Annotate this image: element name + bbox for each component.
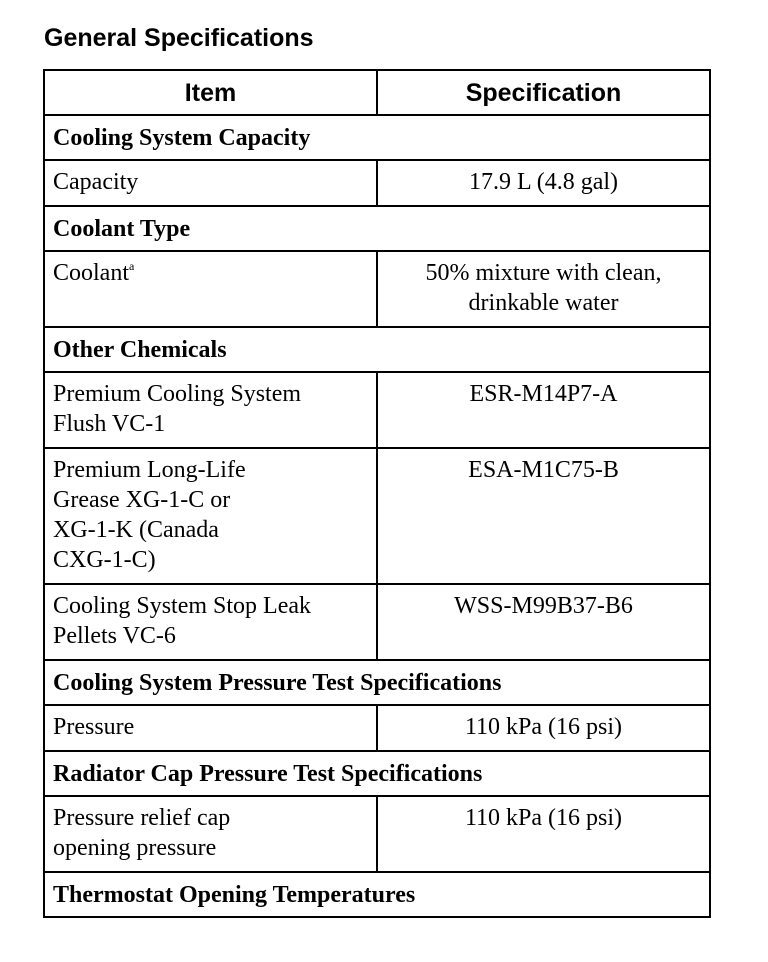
table-header-row: [44, 70, 710, 115]
table-row: [44, 372, 710, 448]
item-cell: Pressure: [44, 705, 377, 751]
item-line: Flush VC-1: [53, 411, 166, 437]
spec-cell: WSS-M99B37-B6: [377, 584, 710, 660]
item-cell: [44, 372, 377, 448]
section-heading: Thermostat Opening Temperatures: [44, 872, 710, 917]
spec-line: 50% mixture with clean,: [425, 260, 662, 286]
specifications-table: [43, 69, 711, 918]
section-heading: Coolant Type: [44, 206, 710, 251]
item-line: Pellets VC-6: [53, 623, 176, 649]
spec-cell: 110 kPa (16 psi): [377, 705, 710, 751]
item-cell: Capacity: [44, 160, 377, 206]
item-cell: [44, 448, 377, 584]
item-line: Pressure relief cap: [53, 805, 231, 831]
item-cell: [44, 251, 377, 327]
spec-cell: 110 kPa (16 psi): [377, 796, 710, 872]
item-cell: [44, 584, 377, 660]
section-heading: Cooling System Capacity: [44, 115, 710, 160]
item-line: Premium Long-Life: [53, 457, 246, 483]
table-row: [44, 796, 710, 872]
section-heading: Radiator Cap Pressure Test Specifications: [44, 751, 710, 796]
table-row: [44, 448, 710, 584]
spec-line: drinkable water: [468, 290, 619, 316]
section-heading-row: [44, 206, 710, 251]
item-line: CXG-1-C): [53, 547, 156, 573]
item-text: Coolant: [53, 260, 129, 286]
section-heading-row: [44, 660, 710, 705]
spec-cell: ESA-M1C75-B: [377, 448, 710, 584]
table-row: [44, 160, 710, 206]
item-line: opening pressure: [53, 835, 217, 861]
section-heading-row: [44, 872, 710, 917]
section-heading: Other Chemicals: [44, 327, 710, 372]
section-heading-row: [44, 751, 710, 796]
spec-cell: ESR-M14P7-A: [377, 372, 710, 448]
specification-column-header: Specification: [377, 70, 710, 115]
section-heading: Cooling System Pressure Test Specifications: [44, 660, 710, 705]
table-row: [44, 584, 710, 660]
item-line: Cooling System Stop Leak: [53, 593, 311, 619]
spec-cell: [377, 251, 710, 327]
section-heading-row: [44, 327, 710, 372]
section-heading-row: [44, 115, 710, 160]
item-column-header: Item: [44, 70, 377, 115]
item-line: Premium Cooling System: [53, 381, 302, 407]
footnote-marker: a: [129, 259, 135, 273]
item-line: XG-1-K (Canada: [53, 517, 219, 543]
page-title: General Specifications: [44, 24, 314, 52]
item-cell: [44, 796, 377, 872]
spec-cell: 17.9 L (4.8 gal): [377, 160, 710, 206]
table-row: [44, 705, 710, 751]
table-row: [44, 251, 710, 327]
item-line: Grease XG-1-C or: [53, 487, 231, 513]
